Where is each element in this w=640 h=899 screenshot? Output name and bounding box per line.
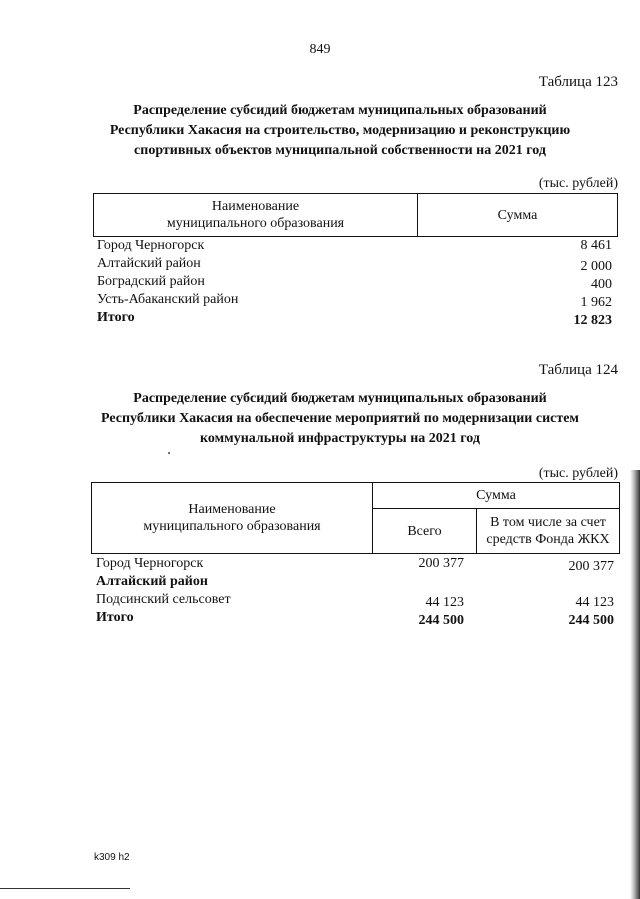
- title-line: Республики Хакасия на строительство, модернизацию и реконструкцию: [109, 123, 571, 138]
- header-name-line2: муниципального образования: [143, 519, 321, 534]
- header-fund-line1: В том числе за счет: [490, 515, 606, 530]
- table-123-title: [60, 101, 620, 161]
- header-name-line1: Наименование: [211, 199, 300, 214]
- row-value: 8 461: [580, 238, 612, 253]
- table-row-total: [97, 309, 612, 327]
- table-123-units: (тыс. рублей): [538, 176, 618, 191]
- header-fund-line2: средств Фонда ЖКХ: [486, 532, 610, 547]
- table-row-total: [96, 609, 614, 627]
- row-value: 12 823: [573, 313, 612, 328]
- table-124-units: (тыс. рублей): [538, 466, 618, 481]
- row-value: 2 000: [580, 259, 612, 274]
- row-value: 400: [591, 277, 612, 292]
- table-124-body: [96, 555, 614, 627]
- table-124-title: [60, 389, 620, 449]
- row-value: 1 962: [580, 295, 612, 310]
- row-total: 44 123: [425, 595, 464, 610]
- header-sum-cell: Сумма: [373, 483, 620, 509]
- table-123-label: Таблица 123: [538, 74, 618, 90]
- table-row: [97, 291, 612, 309]
- table-row: [97, 237, 612, 255]
- footer-code: k309 h2: [94, 852, 130, 863]
- header-fund-cell: [477, 509, 620, 554]
- row-name: Итого: [96, 610, 134, 625]
- row-name: Город Черногорск: [96, 556, 204, 571]
- table-123-body: [97, 237, 612, 327]
- row-name: Итого: [97, 310, 135, 325]
- header-name-cell: [92, 483, 373, 554]
- row-total: 200 377: [418, 556, 464, 571]
- row-name: Город Черногорск: [97, 238, 205, 253]
- title-line: спортивных объектов муниципальной собственности на 2021 год: [134, 143, 546, 158]
- row-fund: 44 123: [575, 595, 614, 610]
- table-row-group: [96, 573, 614, 591]
- table-row: [96, 555, 614, 573]
- footer-rule: [0, 888, 130, 889]
- table-row: [97, 273, 612, 291]
- header-name-cell: [94, 194, 418, 237]
- header-name-line1: Наименование: [188, 502, 276, 517]
- scan-speck: [168, 452, 170, 454]
- row-name: Алтайский район: [97, 256, 201, 271]
- title-line: коммунальной инфраструктуры на 2021 год: [200, 431, 480, 446]
- table-row: [97, 255, 612, 273]
- row-total: 244 500: [418, 613, 464, 628]
- page-number: 849: [309, 42, 331, 57]
- table-123-header: [93, 193, 618, 237]
- header-total-cell: Всего: [373, 509, 477, 554]
- header-name-line2: муниципального образования: [166, 216, 345, 231]
- title-line: Республики Хакасия на обеспечение мероприятий по модернизации систем: [101, 411, 579, 426]
- row-name: Боградский район: [97, 274, 205, 289]
- scan-edge-shadow: [630, 470, 640, 899]
- row-name: Алтайский район: [96, 574, 208, 589]
- table-124-header: [91, 482, 620, 554]
- table-124-label: Таблица 124: [538, 362, 618, 378]
- row-name: Подсинский сельсовет: [96, 592, 231, 607]
- row-fund: 200 377: [568, 559, 614, 574]
- row-name: Усть-Абаканский район: [97, 292, 239, 307]
- title-line: Распределение субсидий бюджетам муниципальных образований: [133, 391, 547, 406]
- table-row: [96, 591, 614, 609]
- header-sum-cell: Сумма: [418, 194, 618, 237]
- title-line: Распределение субсидий бюджетам муниципальных образований: [133, 103, 547, 118]
- row-fund: 244 500: [568, 613, 614, 628]
